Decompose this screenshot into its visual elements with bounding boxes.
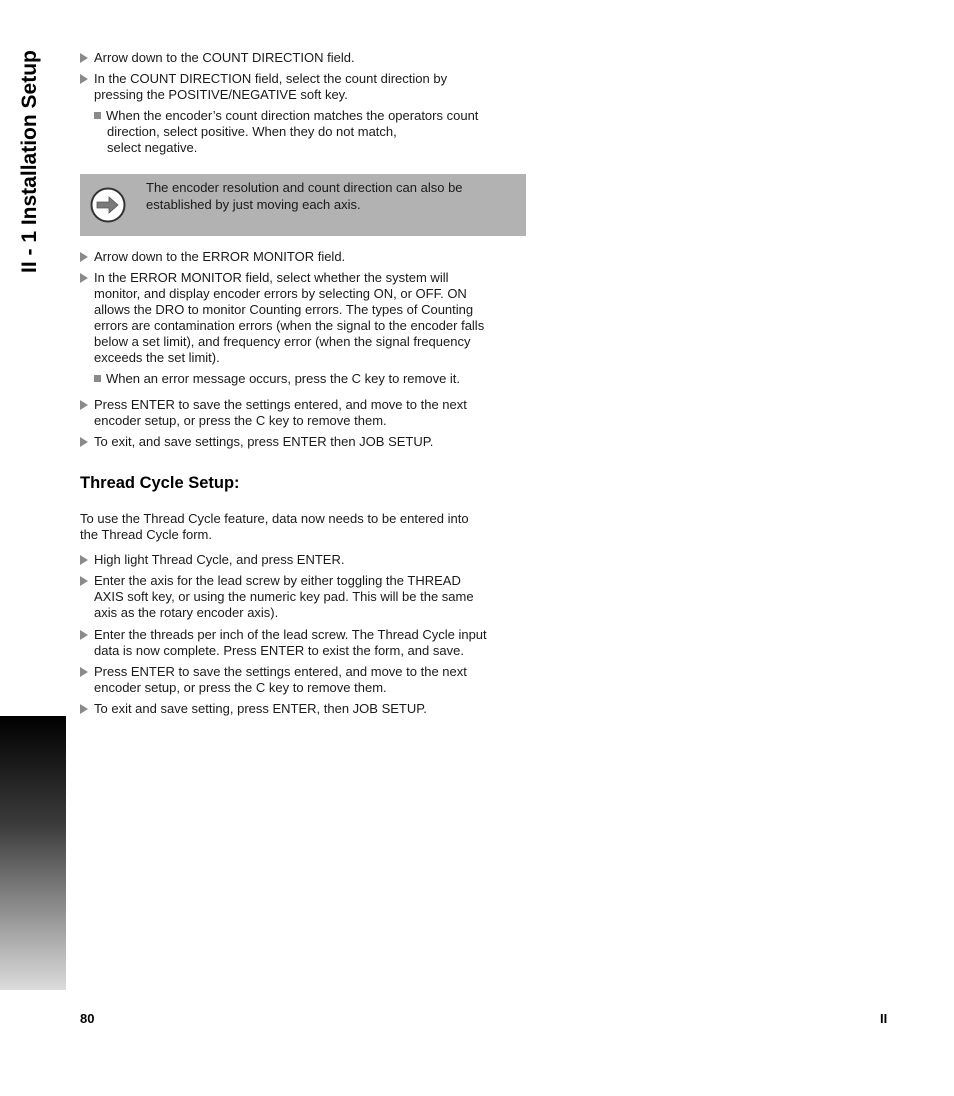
bullet-triangle-icon — [80, 53, 88, 63]
bullet-error-monitor-field: Arrow down to the ERROR MONITOR field. — [80, 249, 526, 265]
bullet-error-monitor-select: In the ERROR MONITOR field, select whether the system will monitor, and display encoder errors by selecting ON, or OFF. ON allows the DRO to monitor Counting errors. The types of Counting errors are contamination errors (when the signal to the encoder falls below a set limit), and frequency error (when the signal frequency exceeds the set limit). — [80, 270, 526, 366]
bullet-triangle-icon — [80, 555, 88, 565]
side-tab-gradient — [0, 716, 66, 990]
bullet-count-direction-field: Arrow down to the COUNT DIRECTION field. — [80, 50, 526, 66]
bullet-triangle-icon — [80, 74, 88, 84]
page-number: 80 — [80, 1011, 95, 1026]
side-tab-title: II - 1 Installation Setup — [18, 50, 41, 273]
section-heading: Thread Cycle Setup: — [80, 474, 240, 492]
side-tab — [0, 0, 66, 990]
bullet-select-count-direction: In the COUNT DIRECTION field, select the count direction by pressing the POSITIVE/NEGATIVE soft key. — [80, 71, 526, 103]
bullet-triangle-icon — [80, 667, 88, 677]
sub-bullet-count-direction-match: When the encoder’s count direction matches the operators count direction, select positive. When they do not match, select negative. — [94, 108, 526, 156]
sub-bullet-error-message: When an error message occurs, press the C key to remove it. — [94, 371, 526, 387]
bullet-triangle-icon — [80, 400, 88, 410]
sub-bullet-square-icon — [94, 112, 101, 119]
chapter-label: II — [880, 1011, 888, 1026]
bullet-press-enter-save: Press ENTER to save the settings entered, and move to the next encoder setup, or press the C key to remove them. — [80, 397, 526, 429]
arrow-right-icon — [90, 187, 126, 223]
bullet-triangle-icon — [80, 630, 88, 640]
bullet-exit-save-2: To exit and save setting, press ENTER, then JOB SETUP. — [80, 701, 526, 717]
bullet-enter-axis: Enter the axis for the lead screw by either toggling the THREAD AXIS soft key, or using the numeric key pad. This will be the same axis as the rotary encoder axis). — [80, 573, 526, 621]
note-box — [80, 174, 526, 236]
bullet-press-enter-save-2: Press ENTER to save the settings entered, and move to the next encoder setup, or press the C key to remove them. — [80, 664, 526, 696]
bullet-triangle-icon — [80, 576, 88, 586]
bullet-enter-threads-per-inch: Enter the threads per inch of the lead screw. The Thread Cycle input data is now complete. Press ENTER to exist the form, and save. — [80, 627, 526, 659]
bullet-highlight-thread-cycle: High light Thread Cycle, and press ENTER. — [80, 552, 526, 568]
bullet-triangle-icon — [80, 704, 88, 714]
bullet-triangle-icon — [80, 273, 88, 283]
bullet-exit-save: To exit, and save settings, press ENTER then JOB SETUP. — [80, 434, 526, 450]
note-text: The encoder resolution and count direction can also be established by just moving each axis. — [146, 180, 463, 212]
bullet-triangle-icon — [80, 437, 88, 447]
bullet-triangle-icon — [80, 252, 88, 262]
thread-intro: To use the Thread Cycle feature, data now needs to be entered into the Thread Cycle form. — [80, 511, 469, 542]
sub-bullet-square-icon — [94, 375, 101, 382]
